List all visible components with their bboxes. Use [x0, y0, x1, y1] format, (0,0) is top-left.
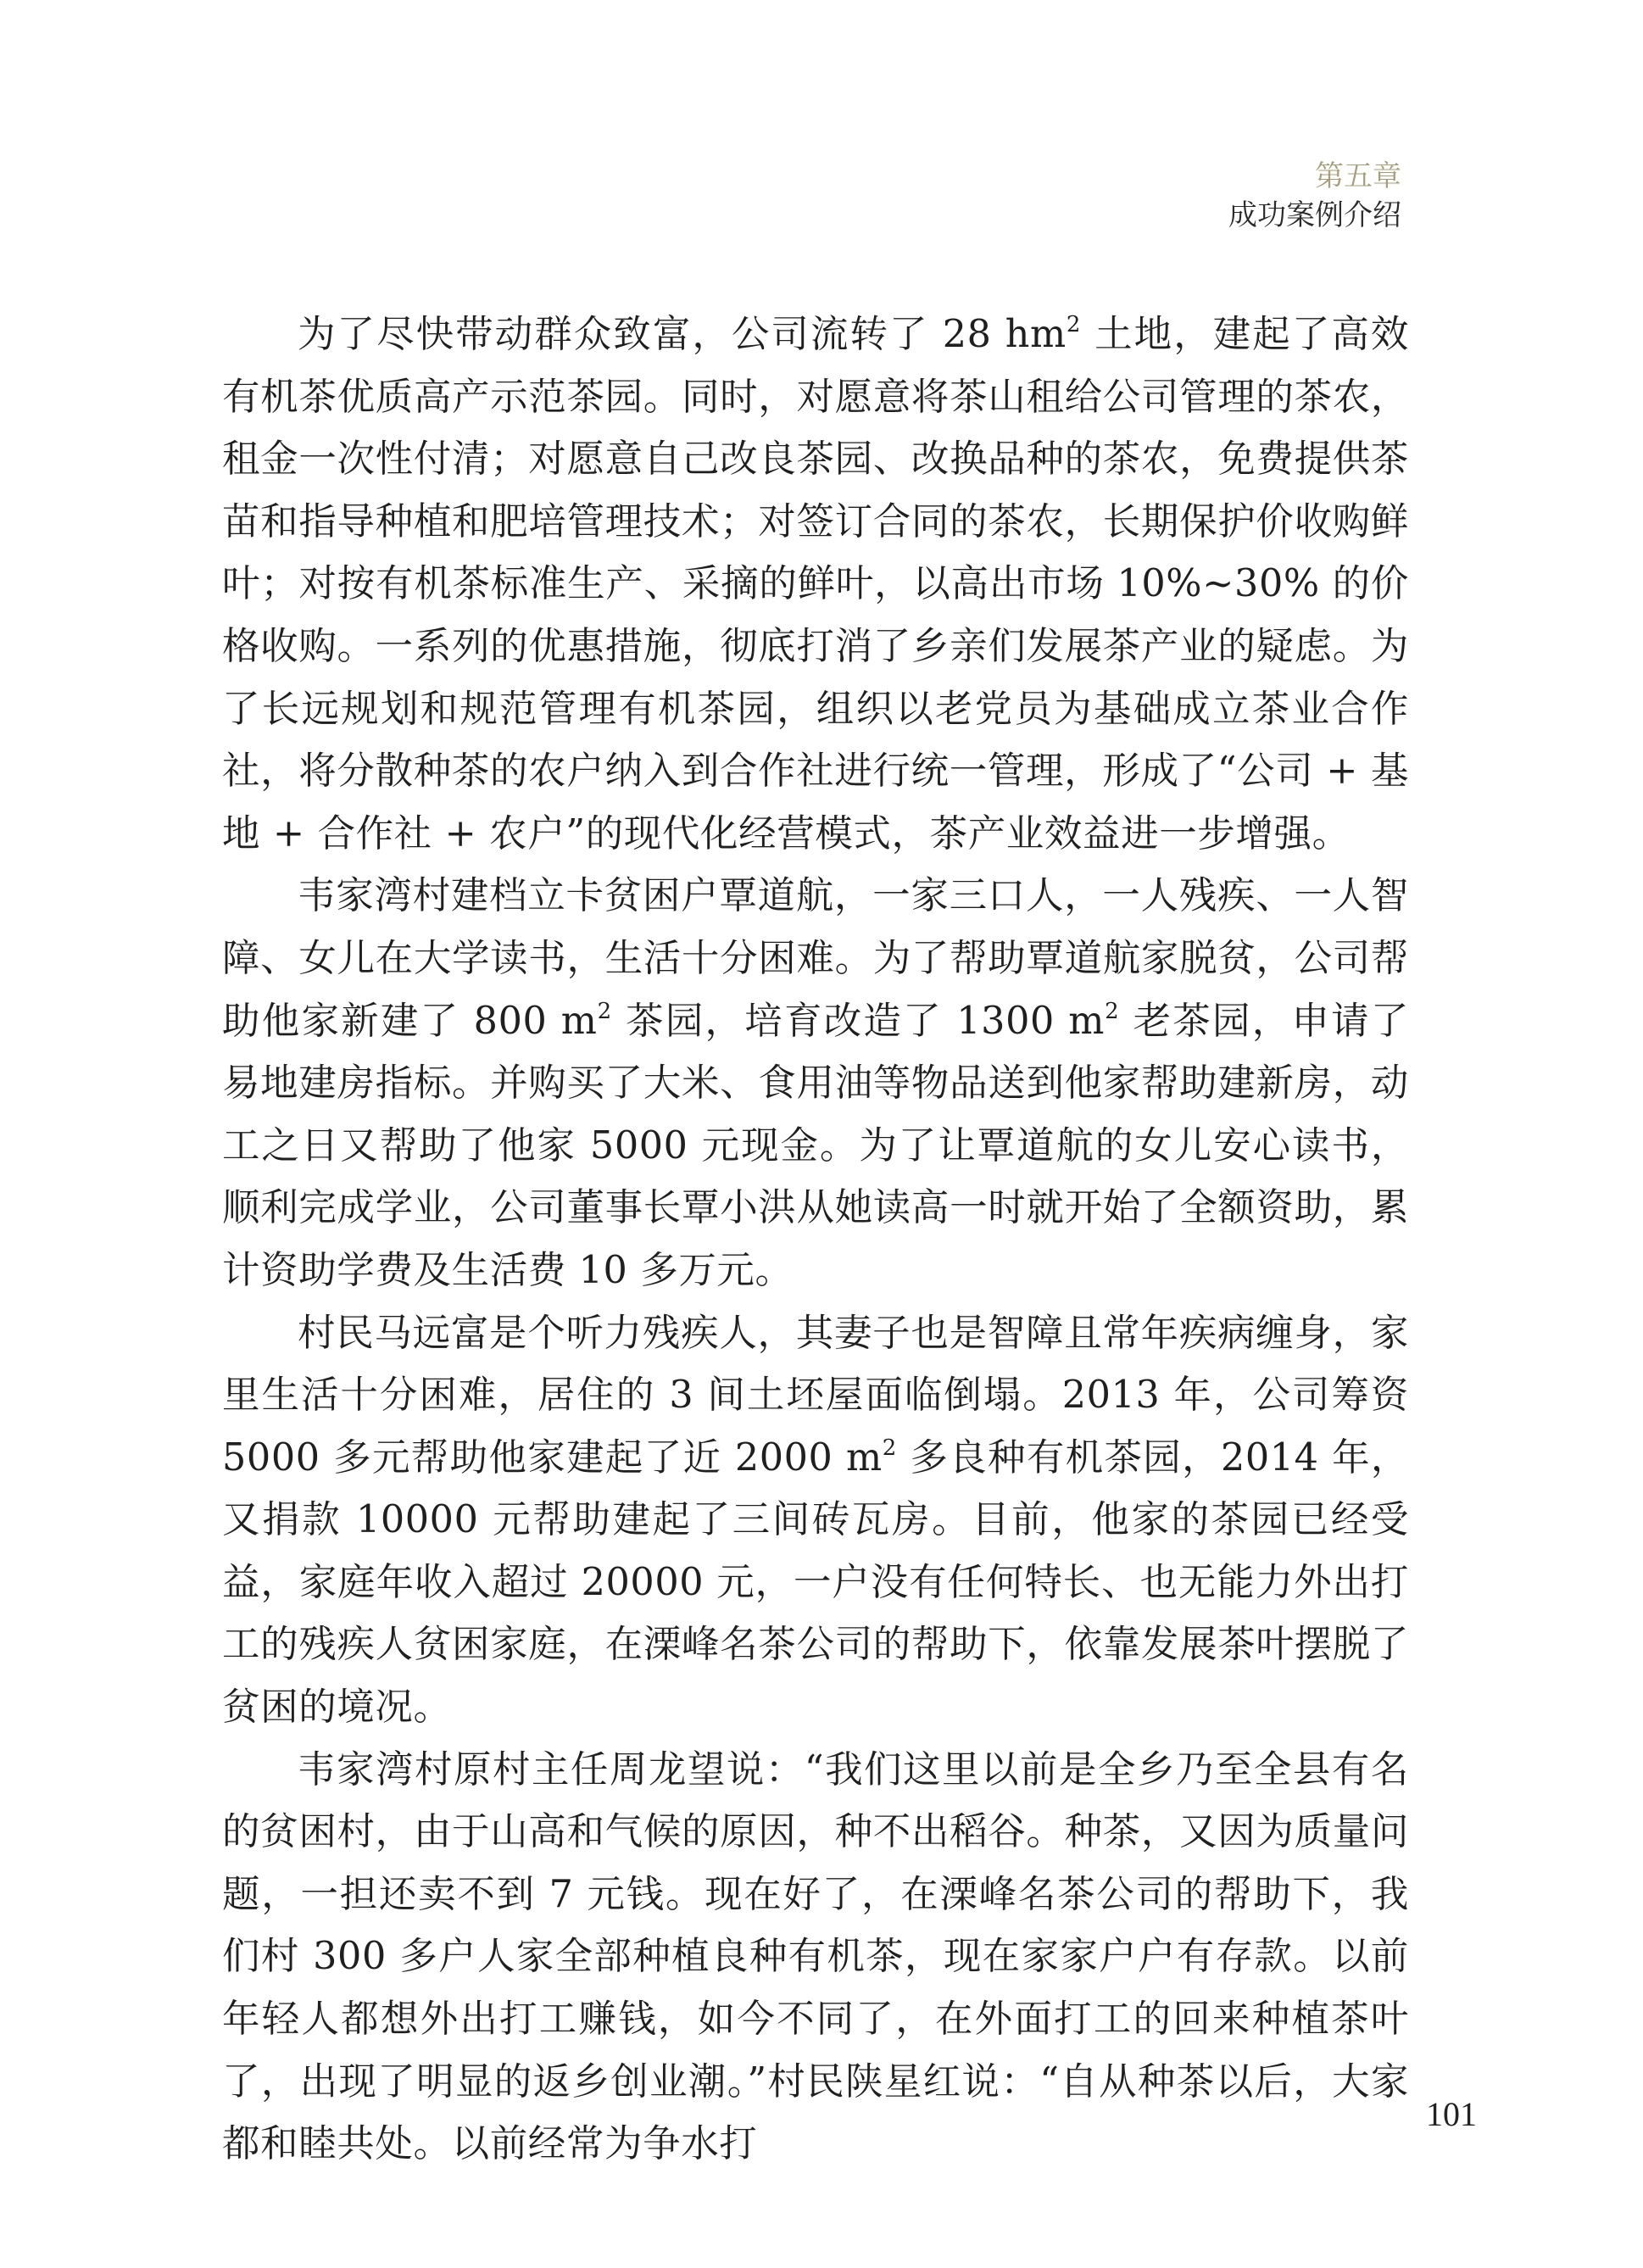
text-run: 茶园，培育改造了 1300 m [611, 999, 1106, 1043]
paragraph-1 [222, 304, 1409, 865]
superscript: 2 [1105, 998, 1120, 1024]
superscript: 2 [882, 1435, 897, 1461]
chapter-label: 第五章 [1315, 159, 1401, 193]
superscript: 2 [597, 998, 612, 1024]
paragraph-3 [222, 1302, 1409, 1739]
superscript: 2 [1066, 312, 1081, 337]
text-run: 韦家湾村建档立卡贫困户覃道航，一家三口人，一人残疾、一人智障、女儿在大学读书，生活十分困难。为了帮助覃道航家脱贫，公司帮助他家新建了 800 m [222, 874, 1409, 1043]
chapter-title: 成功案例介绍 [1228, 198, 1401, 232]
page-number: 101 [1426, 2095, 1477, 2133]
body-text [222, 304, 1409, 2176]
text-run: 老茶园，申请了易地建房指标。并购买了大米、食用油等物品送到他家帮助建新房，动工之日又帮助了他家 5000 元现金。为了让覃道航的女儿安心读书，顺利完成学业，公司董事长覃小洪从她读高一时就开始了全额资助，累计资助学费及生活费 10 多万元。 [222, 999, 1410, 1292]
text-run: 村民马远富是个听力残疾人，其妻子也是智障且常年疾病缠身，家里生活十分困难，居住的 3 间土坯屋面临倒塌。2013 年，公司筹资 5000 多元帮助他家建起了近 2000 m [222, 1311, 1409, 1479]
running-head [1228, 157, 1401, 235]
text-run: 土地，建起了高效有机茶优质高产示范茶园。同时，对愿意将茶山租给公司管理的茶农，租金一次性付清；对愿意自己改良茶园、改换品种的茶农，免费提供茶苗和指导种植和肥培管理技术；对签订合同的茶农，长期保护价收购鲜叶；对按有机茶标准生产、采摘的鲜叶，以高出市场 10%~30% 的价格收购。一系列的优惠措施，彻底打消了乡亲们发展茶产业的疑虑。为了长远规划和规范管理有机茶园，组织以老党员为基础成立茶业合作社，将分散种茶的农户纳入到合作社进行统一管理，形成了“公司 + 基地 + 合作社 + 农户”的现代化经营模式，茶产业效益进一步增强。 [222, 313, 1409, 855]
paragraph-4 [222, 1739, 1409, 2176]
text-run: 为了尽快带动群众致富，公司流转了 28 hm [298, 313, 1067, 356]
paragraph-2 [222, 865, 1409, 1301]
text-run: 韦家湾村原村主任周龙望说：“我们这里以前是全乡乃至全县有名的贫困村，由于山高和气候的原因，种不出稻谷。种茶，又因为质量问题，一担还卖不到 7 元钱。现在好了，在溧峰名茶公司的帮助下，我们村 300 多户人家全部种植良种有机茶，现在家家户户有存款。以前年轻人都想外出打工赚钱，如今不同了，在外面打工的回来种植茶叶了，出现了明显的返乡创业潮。”村民陕星红说：“自从种茶以后，大家都和睦共处。以前经常为争水打 [222, 1747, 1409, 2166]
text-run: 多良种有机茶园，2014 年，又捐款 10000 元帮助建起了三间砖瓦房。目前，他家的茶园已经受益，家庭年收入超过 20000 元，一户没有任何特长、也无能力外出打工的残疾人贫困家庭，在溧峰名茶公司的帮助下，依靠发展茶叶摆脱了贫困的境况。 [222, 1435, 1409, 1730]
